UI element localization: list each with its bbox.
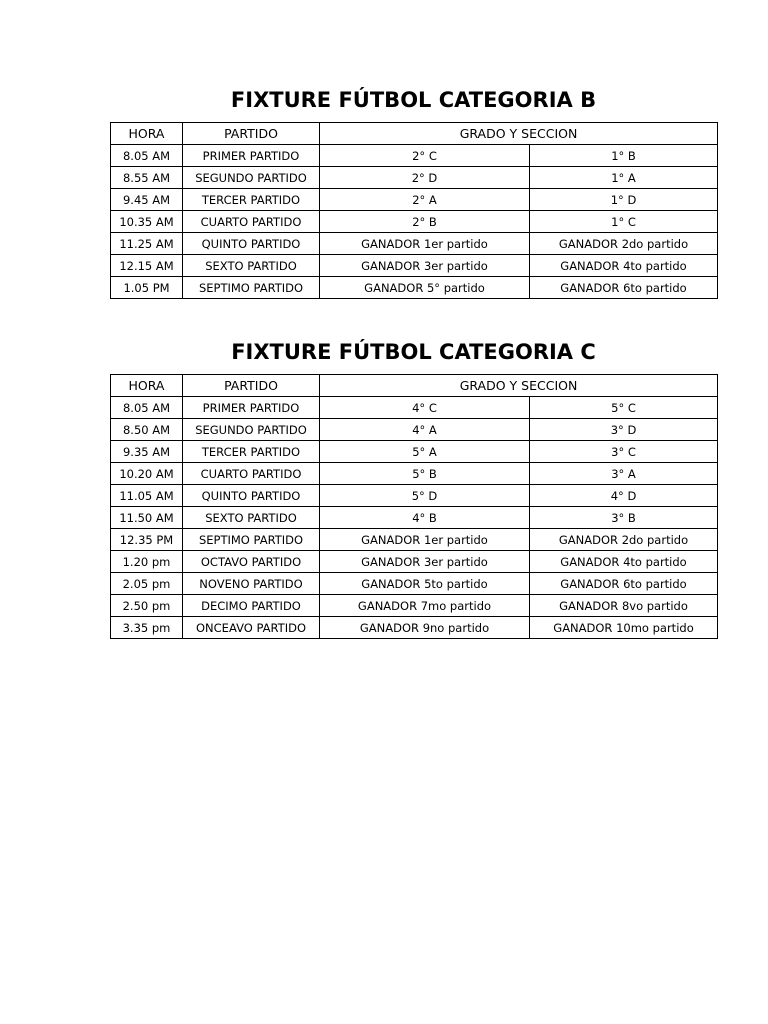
cell-partido: SEGUNDO PARTIDO [183, 167, 320, 189]
cell-team-b: GANADOR 8vo partido [530, 595, 718, 617]
table-row [111, 573, 718, 595]
cell-hora: 11.50 AM [111, 507, 183, 529]
cell-team-b: 1° D [530, 189, 718, 211]
cell-team-a: 2° B [320, 211, 530, 233]
fixture-table-b [110, 122, 718, 299]
table-row [111, 617, 718, 639]
cell-partido: SEPTIMO PARTIDO [183, 529, 320, 551]
cell-partido: PRIMER PARTIDO [183, 397, 320, 419]
cell-hora: 9.35 AM [111, 441, 183, 463]
cell-partido: DECIMO PARTIDO [183, 595, 320, 617]
table-header-row [111, 123, 718, 145]
cell-team-b: 1° A [530, 167, 718, 189]
cell-team-b: 4° D [530, 485, 718, 507]
cell-team-b: 1° B [530, 145, 718, 167]
cell-team-a: GANADOR 7mo partido [320, 595, 530, 617]
cell-team-a: GANADOR 1er partido [320, 529, 530, 551]
cell-partido: OCTAVO PARTIDO [183, 551, 320, 573]
cell-team-a: 4° B [320, 507, 530, 529]
cell-team-a: 4° C [320, 397, 530, 419]
table-body-c [111, 397, 718, 639]
cell-partido: CUARTO PARTIDO [183, 463, 320, 485]
cell-hora: 2.05 pm [111, 573, 183, 595]
page-title-b: FIXTURE FÚTBOL CATEGORIA B [230, 88, 597, 112]
cell-hora: 8.50 AM [111, 419, 183, 441]
table-row [111, 441, 718, 463]
cell-team-b: 3° B [530, 507, 718, 529]
cell-partido: SEGUNDO PARTIDO [183, 419, 320, 441]
table-row [111, 189, 718, 211]
header-grado-seccion: GRADO Y SECCION [320, 375, 718, 397]
header-hora: HORA [111, 375, 183, 397]
cell-team-a: GANADOR 3er partido [320, 255, 530, 277]
table-header-row [111, 375, 718, 397]
cell-hora: 9.45 AM [111, 189, 183, 211]
cell-hora: 10.35 AM [111, 211, 183, 233]
cell-team-b: GANADOR 4to partido [530, 551, 718, 573]
cell-hora: 8.05 AM [111, 145, 183, 167]
cell-team-b: GANADOR 6to partido [530, 573, 718, 595]
table-row [111, 595, 718, 617]
cell-team-a: GANADOR 3er partido [320, 551, 530, 573]
page-title-c: FIXTURE FÚTBOL CATEGORIA C [231, 340, 596, 364]
cell-team-b: GANADOR 6to partido [530, 277, 718, 299]
cell-hora: 8.05 AM [111, 397, 183, 419]
cell-team-a: GANADOR 1er partido [320, 233, 530, 255]
cell-team-a: 5° A [320, 441, 530, 463]
cell-hora: 10.20 AM [111, 463, 183, 485]
table-row [111, 485, 718, 507]
table-row [111, 255, 718, 277]
table-row [111, 419, 718, 441]
table-row [111, 507, 718, 529]
fixture-section-c [110, 339, 717, 639]
cell-team-a: 5° D [320, 485, 530, 507]
cell-team-b: GANADOR 10mo partido [530, 617, 718, 639]
cell-team-b: GANADOR 2do partido [530, 529, 718, 551]
cell-hora: 1.05 PM [111, 277, 183, 299]
cell-partido: PRIMER PARTIDO [183, 145, 320, 167]
cell-partido: TERCER PARTIDO [183, 189, 320, 211]
cell-team-a: 2° C [320, 145, 530, 167]
table-row [111, 167, 718, 189]
cell-partido: SEPTIMO PARTIDO [183, 277, 320, 299]
cell-team-b: 3° C [530, 441, 718, 463]
cell-team-b: 1° C [530, 211, 718, 233]
cell-partido: QUINTO PARTIDO [183, 485, 320, 507]
table-row [111, 211, 718, 233]
table-row [111, 463, 718, 485]
table-row [111, 233, 718, 255]
table-row [111, 397, 718, 419]
header-grado-seccion: GRADO Y SECCION [320, 123, 718, 145]
cell-partido: ONCEAVO PARTIDO [183, 617, 320, 639]
cell-partido: SEXTO PARTIDO [183, 255, 320, 277]
cell-team-b: GANADOR 2do partido [530, 233, 718, 255]
cell-team-a: 5° B [320, 463, 530, 485]
cell-team-a: 2° A [320, 189, 530, 211]
table-row [111, 277, 718, 299]
header-hora: HORA [111, 123, 183, 145]
cell-team-a: GANADOR 5° partido [320, 277, 530, 299]
header-partido: PARTIDO [183, 123, 320, 145]
cell-team-b: 3° D [530, 419, 718, 441]
cell-partido: SEXTO PARTIDO [183, 507, 320, 529]
cell-team-a: 2° D [320, 167, 530, 189]
fixture-table-c [110, 374, 718, 639]
cell-team-b: 5° C [530, 397, 718, 419]
cell-hora: 12.35 PM [111, 529, 183, 551]
cell-hora: 3.35 pm [111, 617, 183, 639]
cell-hora: 8.55 AM [111, 167, 183, 189]
cell-team-a: GANADOR 5to partido [320, 573, 530, 595]
table-row [111, 145, 718, 167]
cell-hora: 12.15 AM [111, 255, 183, 277]
cell-hora: 1.20 pm [111, 551, 183, 573]
table-body-b [111, 145, 718, 299]
fixture-section-b [110, 87, 717, 299]
cell-partido: NOVENO PARTIDO [183, 573, 320, 595]
cell-hora: 11.05 AM [111, 485, 183, 507]
cell-partido: CUARTO PARTIDO [183, 211, 320, 233]
cell-team-a: GANADOR 9no partido [320, 617, 530, 639]
cell-team-a: 4° A [320, 419, 530, 441]
cell-team-b: 3° A [530, 463, 718, 485]
cell-hora: 11.25 AM [111, 233, 183, 255]
table-row [111, 551, 718, 573]
cell-partido: QUINTO PARTIDO [183, 233, 320, 255]
header-partido: PARTIDO [183, 375, 320, 397]
cell-partido: TERCER PARTIDO [183, 441, 320, 463]
cell-team-b: GANADOR 4to partido [530, 255, 718, 277]
table-row [111, 529, 718, 551]
cell-hora: 2.50 pm [111, 595, 183, 617]
